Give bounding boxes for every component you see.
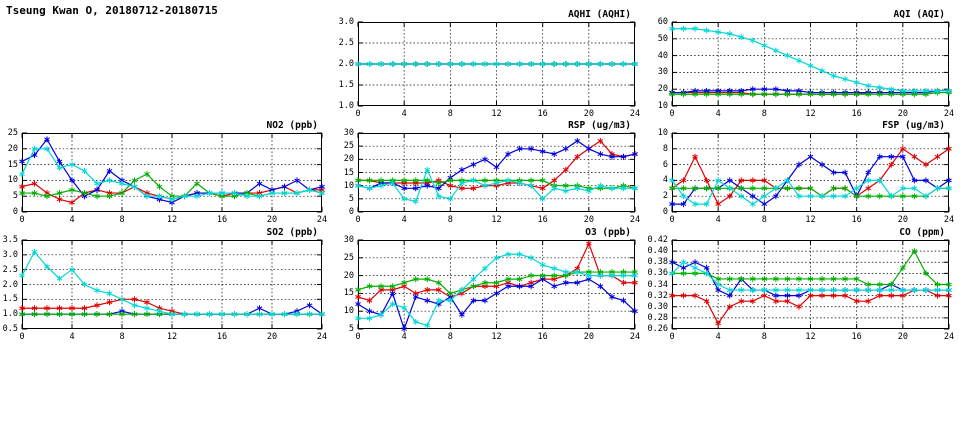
y-tick-label: 10 [343,306,354,317]
y-tick-label: 2.0 [2,279,18,290]
y-tick-label: 25 [343,141,354,152]
y-tick-label: 10 [657,101,668,111]
x-tick-label: 8 [447,109,453,119]
x-tick-label: 8 [761,215,767,225]
y-tick-label: 10 [7,175,18,186]
x-tick-label: 8 [119,215,125,225]
x-tick-label: 4 [715,215,721,225]
y-tick-label: 1.5 [2,294,18,305]
chart-panel-aqhi [338,9,641,119]
x-tick-label: 20 [583,332,594,342]
x-tick-label: 12 [805,332,816,342]
y-tick-label: 0.26 [647,324,668,334]
y-tick-label: 4 [662,175,668,186]
chart-title-fsp: FSP (ug/m3) [882,120,945,131]
x-tick-label: 16 [216,215,228,225]
y-tick-label: 0.32 [647,290,668,301]
chart-panel-aqi [657,9,955,119]
y-tick-label: 0.40 [647,246,668,257]
x-tick-label: 24 [943,332,955,342]
chart-canvas-no2 [22,133,322,212]
x-tick-label: 0 [19,332,25,342]
x-tick-label: 16 [537,332,548,342]
x-tick-label: 16 [851,215,862,225]
x-tick-label: 12 [805,109,816,119]
y-tick-label: 10 [343,180,354,191]
y-tick-label: 2.5 [338,38,354,48]
x-tick-label: 0 [669,215,675,225]
y-tick-label: 0.42 [647,235,668,245]
y-tick-label: 15 [7,159,18,170]
chart-panel-co [647,227,955,342]
y-tick-label: 25 [343,252,354,263]
x-tick-label: 20 [897,215,908,225]
x-tick-label: 4 [715,109,721,119]
x-tick-label: 20 [897,332,908,342]
x-tick-label: 24 [943,215,955,225]
x-tick-label: 20 [266,332,278,342]
x-tick-label: 20 [897,109,908,119]
x-tick-label: 16 [537,109,548,119]
x-tick-label: 12 [491,109,502,119]
chart-canvas-fsp [672,133,949,212]
x-tick-label: 12 [491,332,502,342]
y-tick-label: 30 [343,235,354,245]
x-tick-label: 20 [266,215,278,225]
y-tick-label: 3.0 [338,17,354,27]
y-tick-label: 2.0 [338,59,354,69]
x-tick-label: 0 [355,332,361,342]
y-tick-label: 1.0 [338,101,354,111]
y-tick-label: 25 [7,128,18,138]
x-tick-label: 16 [216,332,228,342]
x-tick-label: 16 [851,332,862,342]
x-tick-label: 12 [166,215,178,225]
chart-canvas-rsp [358,133,635,212]
y-tick-label: 2.5 [2,264,18,275]
y-tick-label: 10 [657,128,668,138]
y-tick-label: 20 [657,84,668,95]
y-tick-label: 30 [657,67,668,78]
x-tick-label: 8 [447,332,453,342]
page-title: Tseung Kwan O, 20180712-20180715 [6,4,218,17]
y-tick-label: 20 [343,154,354,165]
series-line-day4 [22,252,322,314]
y-tick-label: 20 [7,143,18,154]
chart-title-so2: SO2 (ppb) [266,227,318,238]
x-tick-label: 20 [583,109,594,119]
x-tick-label: 4 [715,332,721,342]
x-tick-label: 24 [316,332,328,342]
y-tick-label: 0.34 [647,279,668,290]
x-tick-label: 24 [629,109,641,119]
y-tick-label: 1.5 [338,80,354,90]
y-tick-label: 15 [343,167,354,178]
x-tick-label: 12 [491,215,502,225]
chart-title-aqi: AQI (AQI) [893,9,945,20]
x-tick-label: 24 [316,215,328,225]
x-tick-label: 4 [69,215,75,225]
x-tick-label: 12 [805,215,816,225]
x-tick-label: 8 [447,215,453,225]
x-tick-label: 4 [401,215,407,225]
y-tick-label: 5 [348,193,354,204]
chart-title-co: CO (ppm) [899,227,945,238]
y-tick-label: 0.5 [2,324,18,334]
y-tick-label: 6 [662,159,668,170]
x-tick-label: 8 [761,109,767,119]
x-tick-label: 16 [851,109,862,119]
x-tick-label: 0 [19,215,25,225]
chart-canvas-co [672,240,949,329]
chart-panel-so2 [2,227,328,342]
chart-title-o3: O3 (ppb) [585,227,631,238]
x-tick-label: 24 [629,332,641,342]
y-tick-label: 0 [348,207,354,217]
y-tick-label: 0.38 [647,257,668,268]
y-tick-label: 0 [12,207,18,217]
y-tick-label: 60 [657,17,668,27]
y-tick-label: 0.28 [647,312,668,323]
chart-canvas-o3 [358,240,635,329]
x-tick-label: 0 [355,215,361,225]
x-tick-label: 12 [166,332,178,342]
y-tick-label: 0.36 [647,268,668,279]
chart-panel-o3 [343,227,641,342]
chart-title-rsp: RSP (ug/m3) [568,120,631,131]
x-tick-label: 24 [943,109,955,119]
y-tick-label: 5 [12,191,18,202]
x-tick-label: 4 [401,332,407,342]
y-tick-label: 0 [662,207,668,217]
y-tick-label: 8 [662,143,668,154]
y-tick-label: 5 [348,324,354,334]
x-tick-label: 24 [629,215,641,225]
x-tick-label: 0 [669,109,675,119]
x-tick-label: 16 [537,215,548,225]
y-tick-label: 3.5 [2,235,18,245]
y-tick-label: 40 [657,50,668,61]
x-tick-label: 8 [119,332,125,342]
y-tick-label: 15 [343,288,354,299]
x-tick-label: 20 [583,215,594,225]
chart-canvas-aqi [672,22,949,106]
x-tick-label: 8 [761,332,767,342]
y-tick-label: 20 [343,270,354,281]
chart-title-no2: NO2 (ppb) [266,120,318,131]
chart-canvas-aqhi [358,22,635,106]
x-tick-label: 4 [69,332,75,342]
y-tick-label: 2 [662,191,668,202]
y-tick-label: 0.30 [647,301,668,312]
y-tick-label: 1.0 [2,309,18,320]
chart-canvas-so2 [22,240,322,329]
chart-panel-fsp [657,120,955,225]
y-tick-label: 50 [657,33,668,44]
x-tick-label: 4 [401,109,407,119]
chart-panel-rsp [343,120,641,225]
y-tick-label: 30 [343,128,354,138]
chart-panel-no2 [7,120,328,225]
x-tick-label: 0 [669,332,675,342]
chart-title-aqhi: AQHI (AQHI) [568,9,631,20]
y-tick-label: 3.0 [2,249,18,260]
x-tick-label: 0 [355,109,361,119]
